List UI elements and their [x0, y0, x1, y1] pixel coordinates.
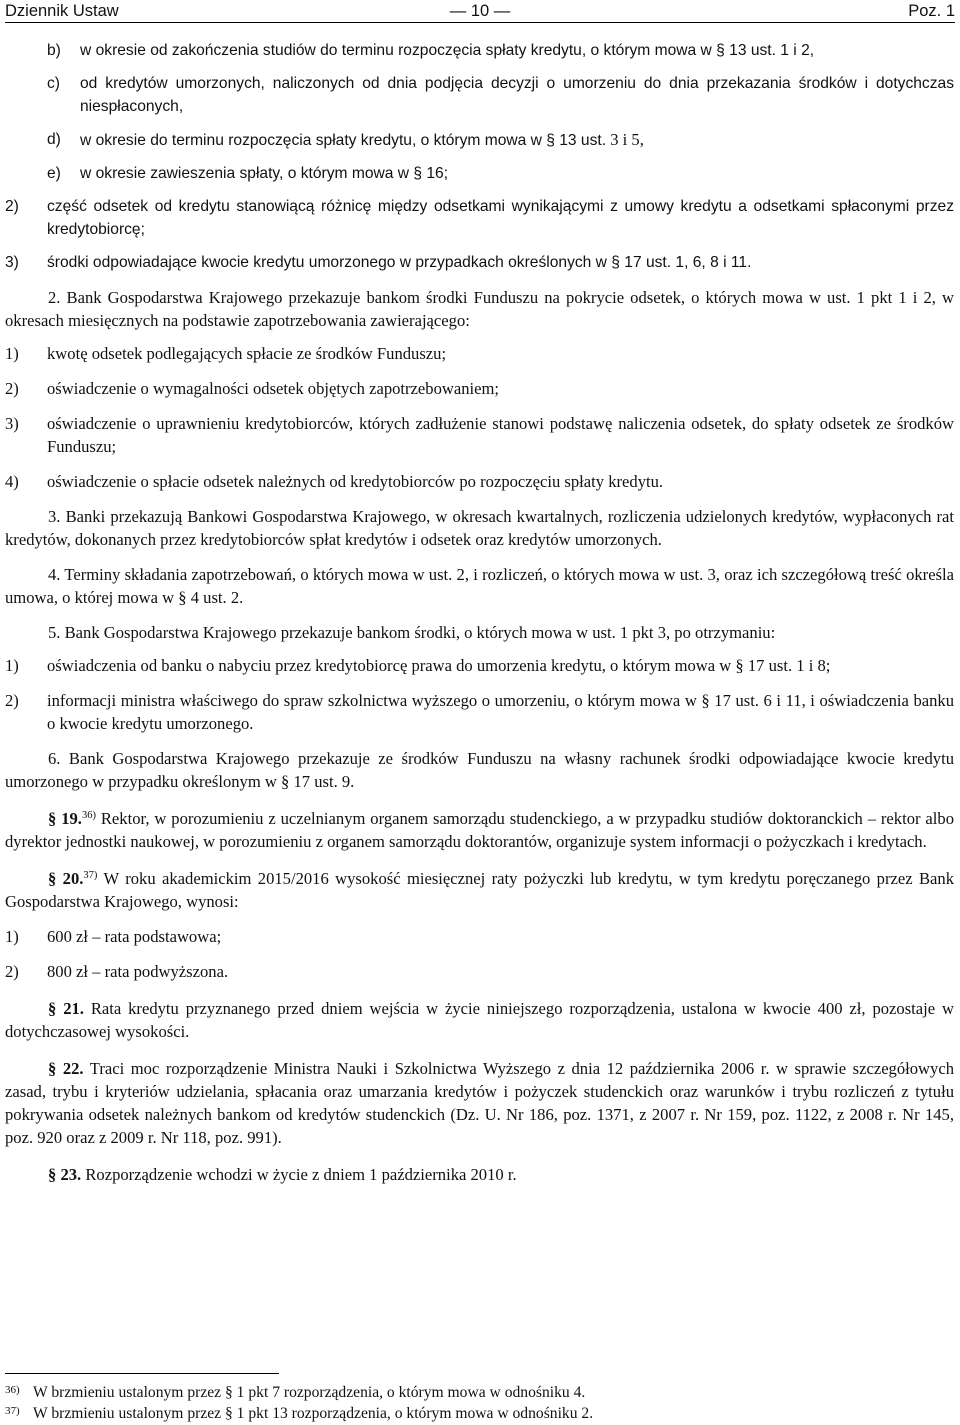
list-item-text: środki odpowiadające kwocie kredytu umorzonego w przypadkach określonych w § 17 ust. 1, 6, 8 i 11.: [47, 254, 752, 271]
list-item-e: [5, 162, 954, 185]
position-number: Poz. 1: [908, 2, 955, 20]
list-item-b: [5, 39, 954, 62]
paragraph-ust-4: 4. Terminy składania zapotrzebowań, o których mowa w ust. 2, i rozliczeń, o których mowa w ust. 3, oraz ich szczegółową treść określa umowa, o której mowa w § 4 ust. 2.: [5, 565, 954, 607]
article-number: § 19.: [48, 809, 82, 828]
document-body: [5, 39, 954, 1186]
article-22: [5, 1057, 954, 1149]
page-number: — 10 —: [449, 2, 511, 20]
list-item-text: w okresie od zakończenia studiów do terminu rozpoczęcia spłaty kredytu, o którym mowa w § 13 ust. 1 i 2,: [80, 42, 815, 59]
footnote-text: W brzmieniu ustalonym przez § 1 pkt 13 rozporządzenia, o którym mowa w odnośniku 2.: [33, 1405, 594, 1422]
list-item-1: [5, 654, 954, 677]
footnote-ref: 37): [83, 870, 98, 881]
footnote-text: W brzmieniu ustalonym przez § 1 pkt 7 rozporządzenia, o którym mowa w odnośniku 4.: [33, 1384, 586, 1401]
article-number: § 21.: [48, 999, 84, 1018]
list-marker: c): [47, 75, 60, 92]
list-marker: 2): [5, 691, 19, 710]
list-marker: b): [47, 42, 61, 59]
list-marker: 2): [5, 198, 19, 215]
list-marker: 4): [5, 472, 19, 491]
paragraph-ust-6: 6. Bank Gospodarstwa Krajowego przekazuje ze środków Funduszu na własny rachunek środki odpowiadające kwocie kredytu umorzonego w przypadku określonym w § 17 ust. 9.: [5, 749, 954, 791]
list-item-text: w okresie do terminu rozpoczęcia spłaty kredytu, o którym mowa w § 13 ust.: [80, 132, 607, 149]
article-text: Rozporządzenie wchodzi w życie z dniem 1 października 2010 r.: [81, 1165, 517, 1184]
article-19: [5, 807, 954, 853]
list-item-text: część odsetek od kredytu stanowiącą różnicę między odsetkami wynikającymi z umowy kredytu a odsetkami spłaconymi przez kredytobiorcę;: [47, 198, 954, 238]
article-23: [5, 1163, 954, 1186]
list-item-text: 800 zł – rata podwyższona.: [47, 962, 229, 981]
list-marker: 3): [5, 254, 19, 271]
list-item-c: [5, 72, 954, 118]
footnotes: [5, 1373, 954, 1424]
footnote-number: 37): [5, 1405, 20, 1417]
list-item-3: [5, 412, 954, 458]
list-marker: d): [47, 131, 61, 148]
paragraph-ust-5: 5. Bank Gospodarstwa Krajowego przekazuje bankom środki, o których mowa w ust. 1 pkt 3, po otrzymaniu:: [48, 623, 776, 642]
list-item-text-tail: 3 i 5,: [606, 130, 644, 149]
list-item-3: [5, 251, 954, 274]
list-item-text: 600 zł – rata podstawowa;: [47, 927, 222, 946]
article-text: W roku akademickim 2015/2016 wysokość miesięcznej raty pożyczki lub kredytu, w tym kredytu poręczanego przez Bank Gospodarstwa Krajowego, wynosi:: [5, 869, 955, 911]
list-item-text: informacji ministra właściwego do spraw szkolnictwa wyższego o umorzeniu, o którym mowa w § 17 ust. 6 i 11, i oświadczenia banku o kwocie kredytu umorzonego.: [47, 691, 954, 733]
footnote-separator: [5, 1373, 279, 1374]
list-item-2: [5, 960, 954, 983]
paragraph-ust-3: 3. Banki przekazują Bankowi Gospodarstwa Krajowego, w okresach kwartalnych, rozliczenia udzielonych kredytów, wypłaconych rat kredytów, dokonanych przez kredytobiorców spłat kredytów i odsetek oraz kredytów umorzonych.: [5, 507, 954, 549]
page-header: [5, 0, 955, 23]
list-marker: 1): [5, 927, 19, 946]
list-item-text: kwotę odsetek podlegających spłacie ze środków Funduszu;: [47, 344, 447, 363]
article-20: [5, 867, 954, 913]
list-item-2: [5, 195, 954, 241]
footnote-37: [5, 1403, 954, 1424]
list-item-text: oświadczenie o spłacie odsetek należnych od kredytobiorców po rozpoczęciu spłaty kredytu.: [47, 472, 664, 491]
list-item-1: [5, 925, 954, 948]
list-item-text: oświadczenie o wymagalności odsetek objętych zapotrzebowaniem;: [47, 379, 500, 398]
list-item-text: oświadczenie o uprawnieniu kredytobiorców, których zadłużenie stanowi podstawę naliczenia odsetek, do spłaty odsetek ze środków Funduszu;: [47, 414, 954, 456]
footnote-36: [5, 1382, 954, 1403]
list-marker: 1): [5, 656, 19, 675]
footnote-ref: 36): [81, 810, 96, 821]
article-21: [5, 997, 954, 1043]
paragraph-ust-2: 2. Bank Gospodarstwa Krajowego przekazuje bankom środki Funduszu na pokrycie odsetek, o których mowa w ust. 1 pkt 1 i 2, w okresach miesięcznych na podstawie zapotrzebowania zawierającego:: [5, 288, 954, 330]
article-text: Rektor, w porozumieniu z uczelnianym organem samorządu studenckiego, a w przypadku studiów doktoranckich – rektor albo dyrektor jednostki naukowej, w porozumieniu z organem samorządu doktorantów, organizuje system informacji o pożyczkach i kredytach.: [5, 809, 955, 851]
article-text: Rata kredytu przyznanego przed dniem wejścia w życie niniejszego rozporządzenia, ustalona w kwocie 400 zł, pozostaje w dotychczasowej wysokości.: [5, 999, 954, 1041]
list-item-2: [5, 377, 954, 400]
list-item-d: [5, 128, 954, 152]
list-marker: 2): [5, 379, 19, 398]
list-marker: 1): [5, 344, 19, 363]
article-number: § 22.: [48, 1059, 84, 1078]
article-number: § 20.: [48, 869, 84, 888]
list-marker: 2): [5, 962, 19, 981]
list-marker: 3): [5, 414, 19, 433]
footnote-number: 36): [5, 1384, 20, 1396]
list-item-4: [5, 470, 954, 493]
list-marker: e): [47, 165, 61, 182]
list-item-1: [5, 342, 954, 365]
journal-name: Dziennik Ustaw: [5, 2, 119, 20]
article-text: Traci moc rozporządzenie Ministra Nauki i Szkolnictwa Wyższego z dnia 12 października 2006 r. w sprawie szczegółowych zasad, trybu i kryteriów udzielania, spłacania oraz umarzania kredytów i pożyczek studenckich oraz warunków i trybu rozliczeń z tytułu pokrywania odsetek należnych bankom od kredytów studenckich (Dz. U. Nr 186, poz. 1371, z 2007 r. Nr 159, poz. 1122, z 2008 r. Nr 145, poz. 920 oraz z 2009 r. Nr 118, poz. 991).: [5, 1059, 955, 1147]
list-item-text: w okresie zawieszenia spłaty, o którym mowa w § 16;: [80, 165, 449, 182]
list-item-2: [5, 689, 954, 735]
list-item-text: oświadczenia od banku o nabyciu przez kredytobiorcę prawa do umorzenia kredytu, o którym mowa w § 17 ust. 1 i 8;: [47, 656, 831, 675]
list-item-text: od kredytów umorzonych, naliczonych od dnia podjęcia decyzji o umorzeniu do dnia przekazania środków i dotychczas niespłaconych,: [80, 75, 954, 115]
article-number: § 23.: [48, 1165, 82, 1184]
